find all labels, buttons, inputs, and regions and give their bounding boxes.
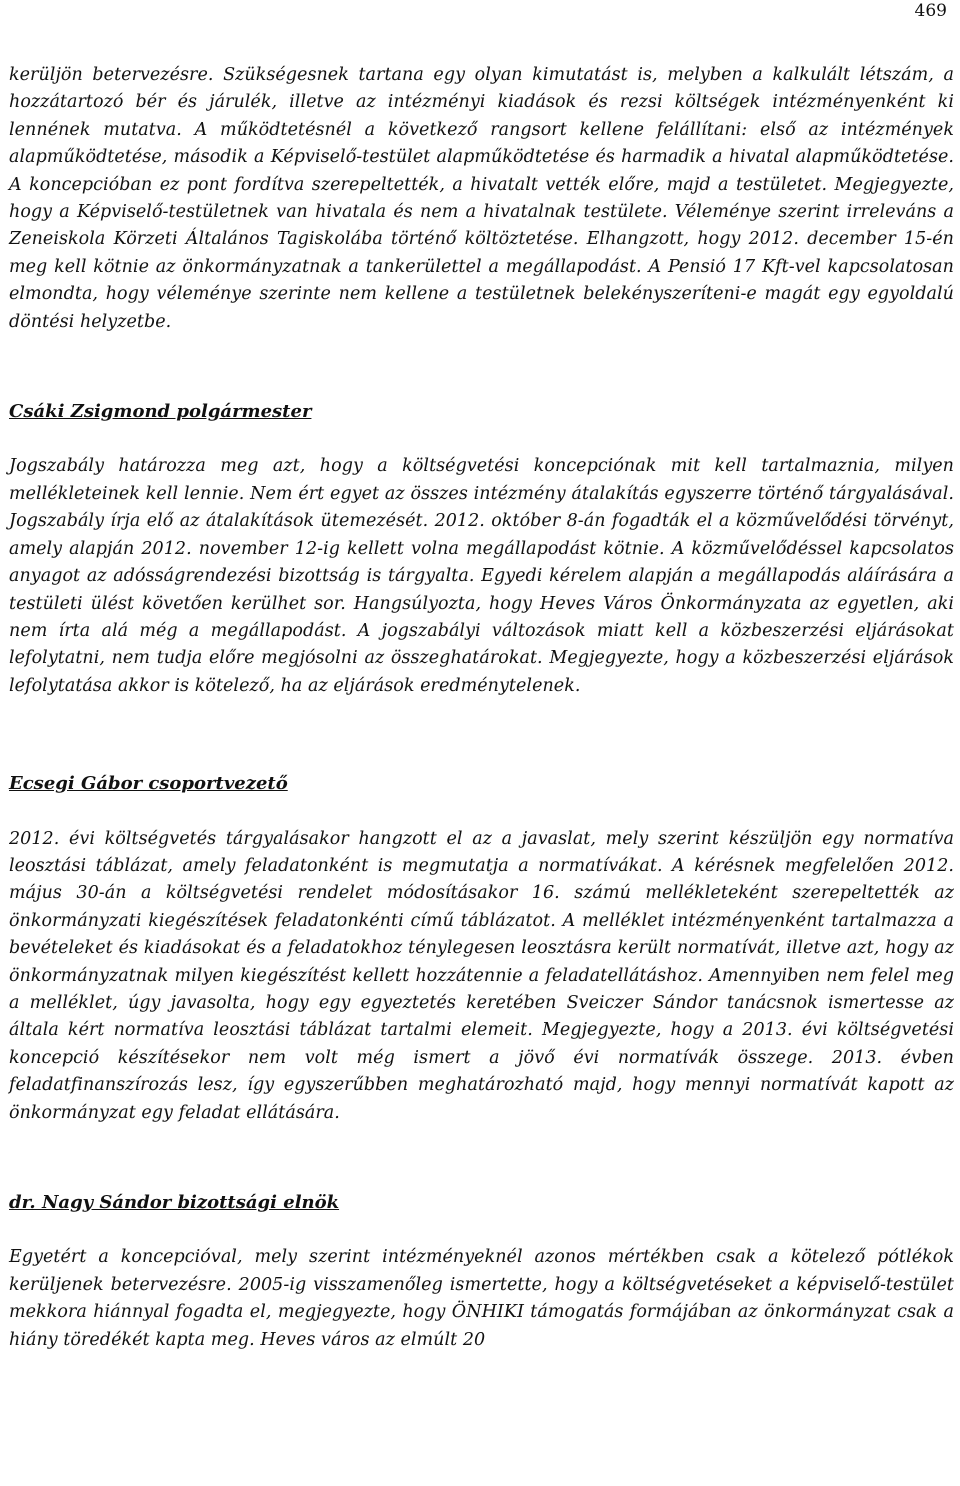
speaker-heading: Ecsegi Gábor csoportvezető	[9, 773, 288, 795]
spacer	[9, 425, 954, 453]
paragraph: Egyetért a koncepcióval, mely szerint intézményeknél azonos mértékben csak a kötelező pótlékok kerüljenek betervezésre. 2005-ig visszamenőleg ismertette, hogy a költségvetéseket a képviselő-testület mekkora hiánnyal fogadta el, megjegyezte, hogy ÖNHIKI támogatás formájában az önkormányzat csak a hiány töredékét kapta meg. Heves város az elmúlt 20	[9, 1247, 954, 1350]
spacer	[9, 336, 954, 398]
speaker-heading: Csáki Zsigmond polgármester	[9, 401, 312, 423]
page-number: 469	[914, 1, 947, 21]
spacer	[9, 700, 954, 770]
speaker-heading: dr. Nagy Sándor bizottsági elnök	[9, 1192, 340, 1213]
spacer	[9, 1127, 954, 1189]
paragraph: kerüljön betervezésre. Szükségesnek tartana egy olyan kimutatást is, melyben a kalkulált létszám, a hozzátartozó bér és járulék, illetve az intézményi kiadások és rezsi költségek intézményenként ki lennének mutatva. A működtetésnél a következő rangsort kellene felállítani: első az intézmények alapműködtetése, második a Képviselő-testület alapműködtetése és harmadik a hivatal alapműködtetése. A koncepcióban ez pont fordítva szerepeltették, a hivatalt vették előre, majd a testületet. Megjegyezte, hogy a Képviselő-testületnek van hivatala és nem a hivatalnak testülete. Véleménye szerint irreleváns a Zeneiskola Körzeti Általános Tagiskolába történő költöztetése. Elhangzott, hogy 2012. december 15-én meg kell kötnie az önkormányzatnak a tankerülettel a megállapodást. A Pensió 17 Kft-vel kapcsolatosan elmondta, hogy véleménye szerinte nem kellene a testületnek belekényszeríteni-e magát egy egyoldalú döntési helyzetbe.	[9, 65, 954, 332]
document-body	[9, 62, 954, 1354]
spacer	[9, 798, 954, 826]
paragraph: Jogszabály határozza meg azt, hogy a költségvetési koncepciónak mit kell tartalmaznia, milyen mellékleteinek kell lennie. Nem ért egyet az összes intézmény átalakítás egyszerre történő tárgyalásával. Jogszabály írja elő az átalakítások ütemezését. 2012. október 8-án fogadták el a közművelődési törvényt, amely alapján 2012. november 12-ig kellett volna megállapodást kötnie. A közművelődéssel kapcsolatos anyagot az adósságrendezési bizottság is tárgyalta. Egyedi kérelem alapján a megállapodás aláírására a testületi ülést követően kerülhet sor. Hangsúlyozta, hogy Heves Város Önkormányzata az egyetlen, aki nem írta alá még a megállapodást. A jogszabályi változások miatt kell a közbeszerzési eljárásokat lefolytatni, nem tudja előre megjósolni az összeghatárokat. Megjegyezte, hogy a közbeszerzési eljárások lefolytatása akkor is kötelező, ha az eljárások eredménytelenek.	[9, 456, 954, 696]
spacer	[9, 1216, 954, 1244]
paragraph: 2012. évi költségvetés tárgyalásakor hangzott el az a javaslat, mely szerint készüljön egy normatíva leosztási táblázat, amely feladatonként is megmutatja a normatívákat. A kérésnek megfelelően 2012. május 30-án a költségvetési rendelet módosításakor 16. számú mellékleteként szerepeltették az önkormányzati kiegészítések feladatonkénti című táblázatot. A melléklet intézményenként tartalmazza a bevételeket és kiadásokat és a feladatokhoz ténylegesen leosztásra került normatívát, illetve azt, hogy az önkormányzatnak milyen kiegészítést kellett hozzátennie a feladatellátáshoz. Amennyiben nem felel meg a melléklet, úgy javasolta, hogy egy egyeztetés keretében Sveiczer Sándor tanácsnok ismertesse az általa kért normatíva leosztási táblázat tartalmi elemeit. Megjegyezte, hogy a 2013. évi költségvetési koncepció készítésekor nem volt még ismert a jövő évi normatívák összege. 2013. évben feladatfinanszírozás lesz, így egyszerűbben meghatározható majd, hogy mennyi normatívát kapott az önkormányzat egy feladat ellátására.	[9, 828, 954, 1123]
